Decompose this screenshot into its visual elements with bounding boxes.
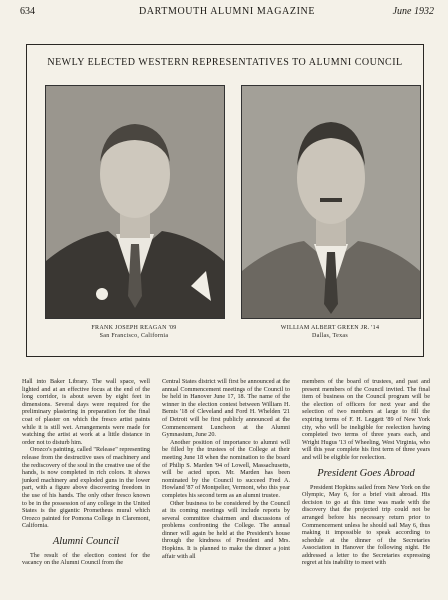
heading-president-goes-abroad: President Goes Abroad <box>317 467 415 479</box>
col1-paragraph-3: The result of the election contest for the vacancy on the Alumni Council from the <box>22 551 150 567</box>
page-number: 634 <box>20 6 35 17</box>
col1-paragraph-2: Orozco's painting, called "Release" representing release from the destructive uses of machinery and the rediscovery of the soul in the creative use of the hands, is now completed in rich colors. It shows junked machinery and exploded guns in the lower part, with a figure above discovering freedom in the use of his hands. The only other fresco known to be in the possession of any college in the United States is the gigantic Prometheus mural which Orozco painted for Pomona College in Claremont, California. <box>22 446 150 530</box>
column-2 <box>162 378 290 560</box>
caption-green-name: WILLIAM ALBERT GREEN JR. '14 <box>280 325 380 331</box>
issue-date: June 1932 <box>392 6 434 17</box>
portrait-reagan <box>45 85 225 319</box>
heading-alumni-council: Alumni Council <box>52 535 120 547</box>
col2-paragraph-1: Central States district will first be announced at the annual Commencement meetings of the Council to be held in Hanover June 17, 18. The name of the winner in the election contest between William H. Bemis '18 of Cleveland and Ford H. Whelden '21 of Detroit will be first publicly announced at the Commencement Luncheon at the Alumni Gymnasium, June 20. <box>162 378 290 439</box>
photo-section <box>26 44 424 357</box>
caption-reagan <box>45 324 223 340</box>
caption-reagan-name: FRANK JOSEPH REAGAN '09 <box>91 325 177 331</box>
col2-paragraph-3: Other business to be considered by the Council at its coming meetings will include reports by several committee chairmen and discussions of problems confronting the College. The annual dinner will again be held at the President's house through the kindness of President and Mrs. Hopkins. It is planned to make the dinner a joint affair with all <box>162 499 290 560</box>
col1-paragraph-1: Hall into Baker Library. The wall space, well lighted and at an effective focus at the end of the long corridor, is about seven by eight feet in dimensions. Several days were required for the preliminary plastering in preparation for the final coat of plaster on which the fresco artist paints while it is still wet. Arrangements were made for watching the artist at work at a little distance in order not to disturb him. <box>22 378 150 446</box>
portrait-green <box>241 85 421 319</box>
photo-section-title: NEWLY ELECTED WESTERN REPRESENTATIVES TO ALUMNI COUNCIL <box>47 57 403 68</box>
caption-green-location: Dallas, Texas <box>311 333 349 339</box>
col3-paragraph-1: members of the board of trustees, and past and present members of the Council invited. The final item of business on the Council program will be the election of officers for next year and the selection of two members at large to fill the expiring terms of F. H. Leggett '89 of New York city, who will be ineligible for reelection having completed two terms of three years each, and Wright Hugus '13 of Wheeling, West Virginia, who will this year complete his first term of three years and will be eligible for reelection. <box>302 378 430 461</box>
caption-reagan-location: San Francisco, California <box>99 333 169 339</box>
magazine-title: DARTMOUTH ALUMNI MAGAZINE <box>138 6 316 17</box>
col3-paragraph-2: President Hopkins sailed from New York on the Olympic, May 6, for a brief visit abroad. His decision to go at this time was made with the discovery that the projected trip could not be arranged before his necessary return prior to Commencement unless he should sail May 6, thus making it impossible to speak according to schedule at the dinner of the Secretaries Association in Hanover the following night. He addressed a letter to the Secretaries expressing regret at his inability to meet with <box>302 483 430 567</box>
running-header <box>20 6 434 20</box>
column-3 <box>302 378 430 567</box>
column-1 <box>22 378 150 567</box>
col2-paragraph-2: Another position of importance to alumni will be filled by the trustees of the College at their meeting June 18 when the nomination to the board of Philip S. Marden '94 of Lowell, Massachusetts, will be acted upon. Mr. Marden has been nominated by the Council to succeed Fred A. Howland '87 of Montpelier, Vermont, who this year completes his second term as an alumni trustee. <box>162 438 290 499</box>
caption-green <box>241 324 419 340</box>
